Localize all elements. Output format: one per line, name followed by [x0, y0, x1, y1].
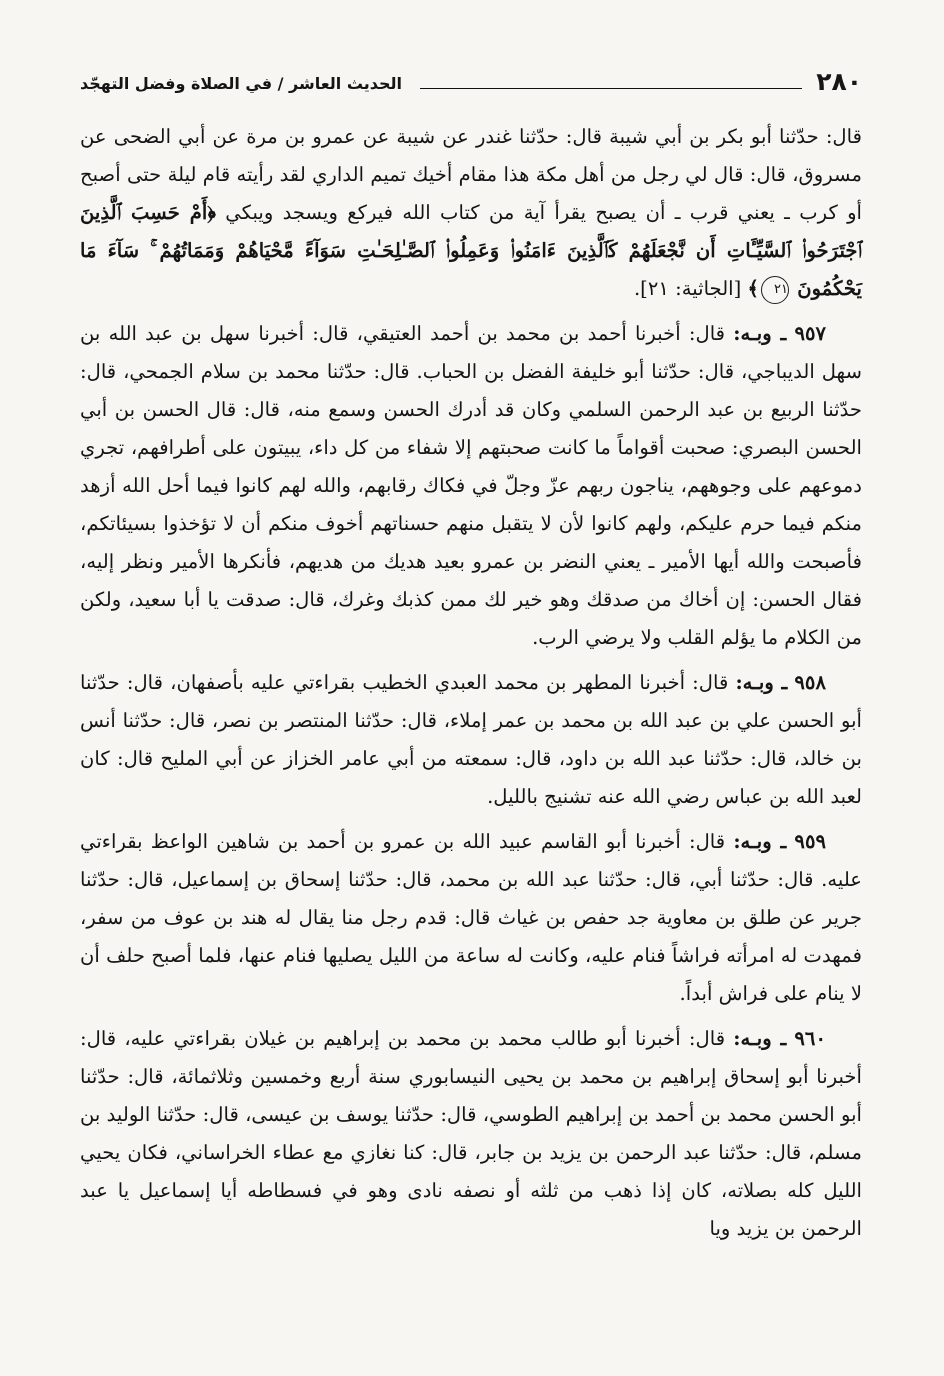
hadith-text: قال: أخبرنا المطهر بن محمد العبدي الخطيب بقراءتي عليه بأصفهان، قال: حدّثنا أبو الحسن علي بن عبد الله بن محمد بن عمر إملاء، قال: حدّثنا المنتصر بن نصر، قال: حدّثنا أنس بن خالد، قال: حدّثنا عبد الله بن داود، قال: سمعته من أبي عامر الخزاز عن أبي المليح قال: كان لعبد الله بن عباس رضي الله عنه تشنيج بالليل. — [80, 671, 862, 808]
hadith-text: قال: أخبرنا أحمد بن محمد بن أحمد العتيقي، قال: أخبرنا سهل بن عبد الله بن سهل الديباجي، قال: حدّثنا أبو خليفة الفضل بن الحباب. قال: حدّثنا محمد بن سلام الجمحي، قال: حدّثنا الربيع بن عبد الرحمن السلمي وكان قد أدرك الحسن وسمع منه، قال: قال الحسن بن أبي الحسن البصري: صحبت أقواماً ما كانت صحبتهم إلا شفاء من كل داء، يبيتون على أطرافهم، تجري دموعهم على وجوههم، يناجون ربهم عزّ وجلّ في فكاك رقابهم، والله لهم كانوا فيما أحل الله أزهد منكم فيما حرم عليكم، ولهم كانوا لأن لا يتقبل منهم حسناتهم أخوف منكم أن لا تؤخذوا بسيئاتكم، فأصبحت والله أيها الأمير ـ يعني النضر بن عمرو بعيد هديك من هديهم، فأنكرها الأمير ونظر إليه، فقال الحسن: إن أخاك من صدقك وهو خير لك ممن كذبك وغرك، قال: صدقت يا أبا سعيد، ولكن من الكلام ما يؤلم القلب ولا يرضي الرب. — [80, 322, 862, 649]
hadith-text: قال: أخبرنا أبو القاسم عبيد الله بن عمرو بن أحمد بن شاهين الواعظ بقراءتي عليه. قال: حدّثنا أبي، قال: حدّثنا عبد الله بن محمد، قال: حدّثنا إسحاق بن إسماعيل، قال: حدّثنا جرير عن طلق بن معاوية جد حفص بن غياث قال: قدم رجل منا يقال له هند بن عوف من سفر، فمهدت له امرأته فراشاً فنام عليه، وكانت له ساعة من الليل يصليها فنام عنها، فلما أصبح حلف أن لا ينام على فراش أبداً. — [80, 830, 862, 1005]
hadith-number: ٩٥٨ — [794, 671, 826, 694]
hadith-958 — [80, 664, 862, 816]
paragraph-continuation — [80, 118, 862, 308]
ayah-number-marker: ٢١ — [761, 276, 789, 304]
hadith-959 — [80, 823, 862, 1013]
hadith-lead: ـ وبـه: — [733, 830, 787, 853]
hadith-lead: ـ وبـه: — [735, 671, 788, 694]
hadith-text: قال: أخبرنا أبو طالب محمد بن محمد بن إبراهيم بن غيلان بقراءتي عليه، قال: أخبرنا أبو إسحاق إبراهيم بن محمد بن يحيى النيسابوري سنة أربع وخمسين وثلاثمائة، قال: حدّثنا أبو الحسن محمد بن أحمد بن إبراهيم الطوسي، قال: حدّثنا يوسف بن عيسى، قال: حدّثنا الوليد بن مسلم، قال: حدّثنا عبد الرحمن بن يزيد بن جابر، قال: كنا نغازي مع عطاء الخراساني، فكان يحيي الليل كله بصلاته، كان إذا ذهب من ثلثه أو نصفه نادى وهو في فسطاطه أيا إسماعيل يا عبد الرحمن بن يزيد ويا — [80, 1027, 862, 1240]
hadith-lead: ـ وبـه: — [733, 1027, 787, 1050]
quran-verse: ﴿أَمْ حَسِبَ ٱلَّذِينَ ٱجْتَرَحُوا۟ ٱلسَّيِّـَٔاتِ أَن نَّجْعَلَهُمْ كَٱلَّذِينَ ءَامَنُوا۟ وَعَمِلُوا۟ ٱلصَّـٰلِحَـٰتِ سَوَآءً مَّحْيَاهُمْ وَمَمَاتُهُمْ ۚ سَآءَ مَا يَحْكُمُونَ — [80, 201, 862, 300]
verse-citation: [الجاثية: ٢١]. — [633, 277, 742, 300]
hadith-960 — [80, 1020, 862, 1248]
hadith-lead: ـ وبـه: — [733, 322, 787, 345]
page-number: ٢٨٠ — [816, 67, 862, 96]
quran-close-bracket: ﴾ — [747, 277, 759, 300]
running-header — [80, 56, 862, 96]
hadith-957 — [80, 315, 862, 657]
hadith-number: ٩٦٠ — [794, 1027, 826, 1050]
hadith-number: ٩٥٩ — [794, 830, 826, 853]
chapter-title: الحديث العاشر / في الصلاة وفضل التهجّد — [80, 74, 403, 93]
hadith-number: ٩٥٧ — [794, 322, 827, 345]
header-rule — [420, 88, 802, 89]
paragraph-text: قال: حدّثنا أبو بكر بن أبي شيبة قال: حدّثنا غندر عن شيبة عن عمرو بن مرة عن أبي الضحى عن مسروق، قال: قال لي رجل من أهل مكة هذا مقام أخيك تميم الداري لقد رأيته قام ليلة حتى أصبح أو كرب ـ يعني قرب ـ أن يصبح يقرأ آية من كتاب الله فيركع ويسجد ويبكي — [80, 125, 863, 224]
main-text — [80, 118, 862, 1255]
